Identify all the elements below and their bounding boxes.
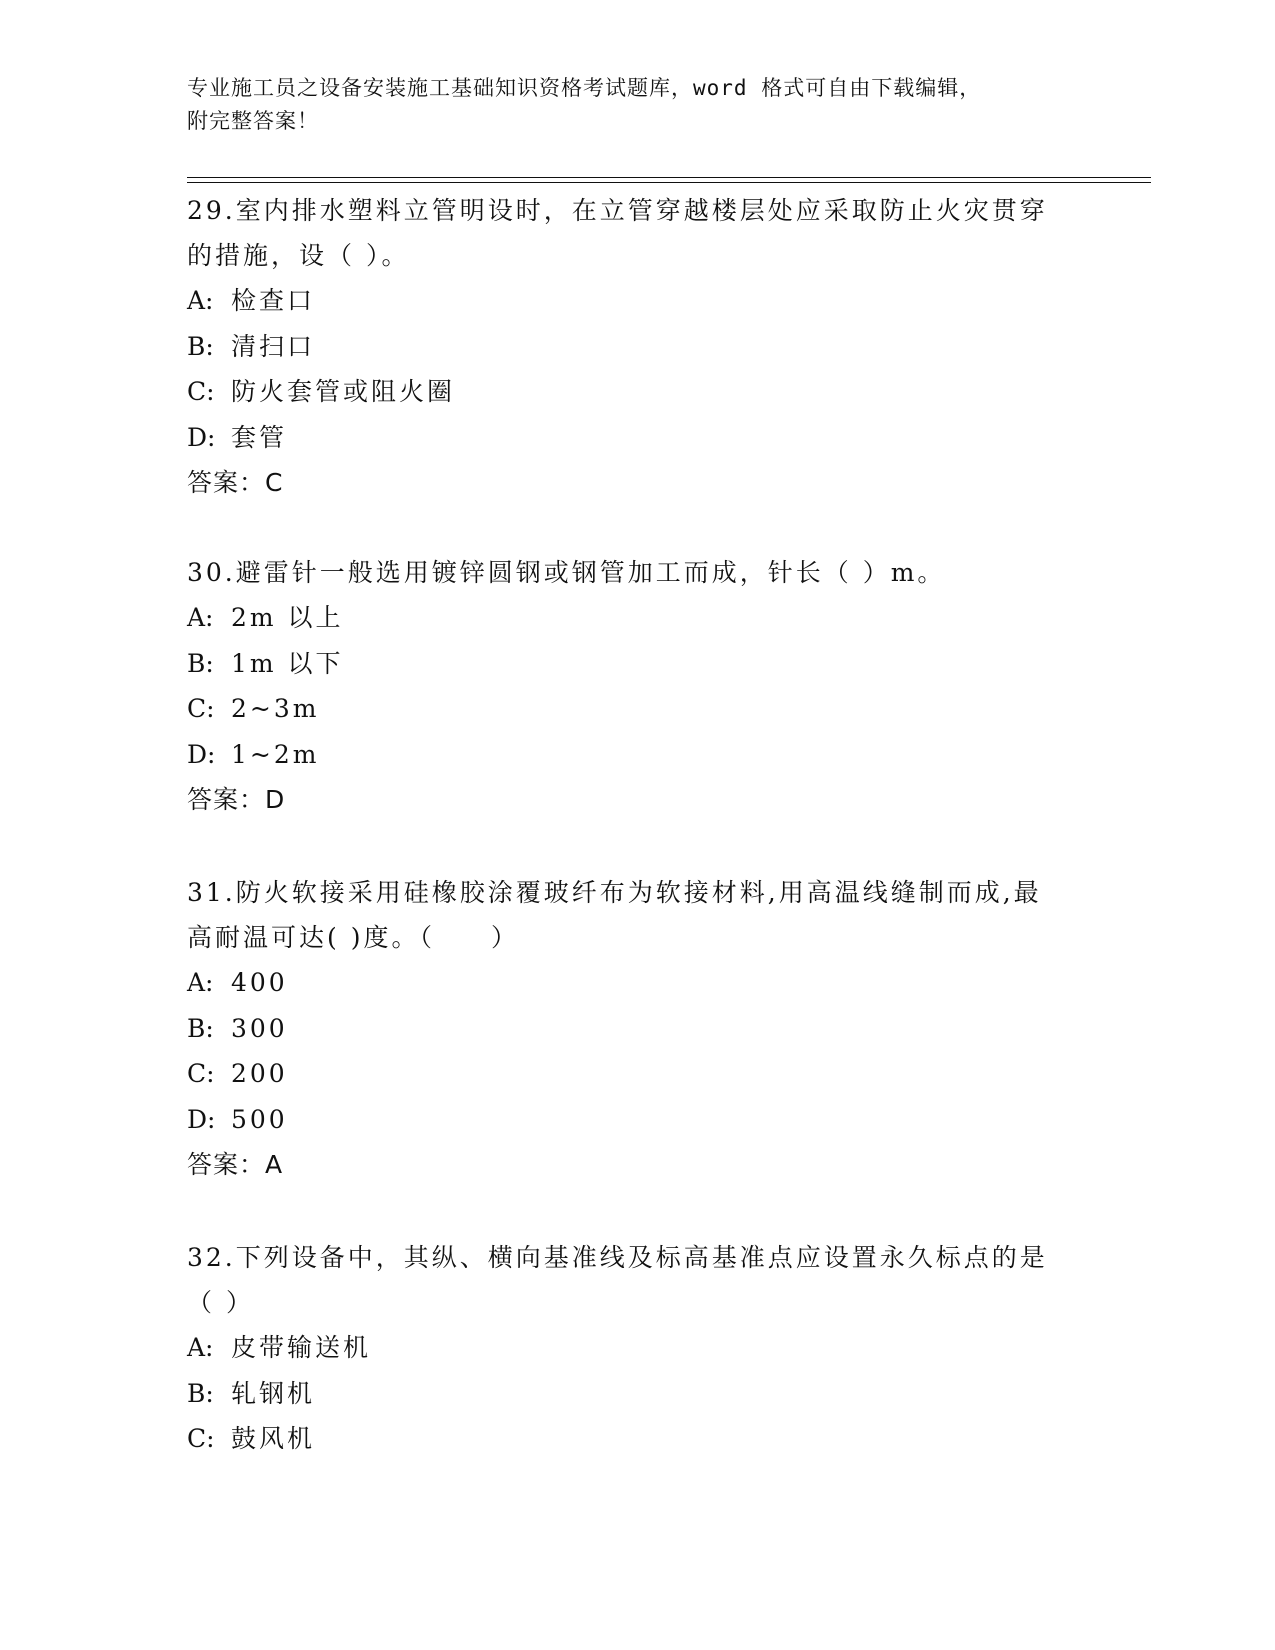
header-line-1: 专业施工员之设备安装施工基础知识资格考试题库，word 格式可自由下载编辑， [187, 76, 982, 100]
option-a [187, 1325, 1087, 1371]
option-key: A: [187, 603, 214, 632]
question-32 [187, 1235, 1087, 1462]
document-header [187, 72, 1087, 138]
question-stem-line: （ ） [187, 1288, 254, 1317]
question-stem-line: 29.室内排水塑料立管明设时，在立管穿越楼层处应采取防止火灾贯穿 [187, 196, 1048, 225]
question-stem-line: 32.下列设备中，其纵、横向基准线及标高基准点应设置永久标点的是 [187, 1243, 1048, 1272]
option-key: C: [187, 1059, 215, 1088]
option-a [187, 960, 1087, 1006]
option-text: 2~3m [231, 694, 320, 723]
option-text: 皮带输送机 [231, 1333, 372, 1362]
question-stem-line: 高耐温可达( )度。（ ） [187, 923, 519, 952]
option-a [187, 595, 1087, 641]
option-c [187, 369, 1087, 415]
option-key: B: [187, 1013, 214, 1043]
question-31 [187, 870, 1087, 1187]
option-key: D: [187, 422, 216, 452]
option-key: C: [187, 694, 215, 723]
option-c [187, 1051, 1087, 1097]
question-stem-line: 31.防火软接采用硅橡胶涂覆玻纤布为软接材料,用高温线缝制而成,最 [187, 878, 1042, 907]
option-d [187, 732, 1087, 778]
option-text: 防火套管或阻火圈 [231, 377, 456, 406]
answer-line: 答案：A [187, 1150, 284, 1179]
option-text: 1~2m [231, 739, 320, 769]
option-text: 轧钢机 [231, 1378, 316, 1408]
option-text: 2m 以上 [231, 603, 344, 632]
option-text: 清扫口 [231, 331, 316, 361]
option-key: C: [187, 1424, 215, 1453]
option-c [187, 686, 1087, 732]
question-29 [187, 188, 1087, 505]
answer-line: 答案：D [187, 785, 286, 814]
question-stem [187, 550, 1087, 595]
option-b [187, 324, 1087, 370]
option-d [187, 1097, 1087, 1143]
question-stem [187, 870, 1087, 960]
option-a [187, 278, 1087, 324]
question-stem-line: 30.避雷针一般选用镀锌圆钢或钢管加工而成，针长（ ）m。 [187, 558, 946, 587]
option-text: 400 [231, 968, 288, 997]
question-stem [187, 1235, 1087, 1325]
option-text: 500 [231, 1104, 288, 1134]
answer-line: 答案：C [187, 468, 284, 497]
option-key: B: [187, 1378, 214, 1408]
option-b [187, 1006, 1087, 1052]
option-text: 鼓风机 [231, 1424, 316, 1453]
option-key: D: [187, 739, 216, 769]
option-key: C: [187, 377, 215, 406]
option-d [187, 415, 1087, 461]
option-key: B: [187, 331, 214, 361]
question-stem-line: 的措施，设（ ）。 [187, 241, 410, 270]
option-text: 300 [231, 1013, 288, 1043]
option-key: D: [187, 1104, 216, 1134]
option-c [187, 1416, 1087, 1462]
option-text: 检查口 [231, 286, 316, 315]
option-key: A: [187, 286, 214, 315]
header-line-2: 附完整答案！ [187, 109, 319, 133]
option-b [187, 1371, 1087, 1417]
option-text: 1m 以下 [231, 648, 344, 678]
option-text: 套管 [231, 422, 288, 452]
option-text: 200 [231, 1059, 288, 1088]
question-30 [187, 550, 1087, 822]
option-key: A: [187, 1333, 214, 1362]
question-stem [187, 188, 1087, 278]
option-key: A: [187, 968, 214, 997]
option-b [187, 641, 1087, 687]
header-divider-top [187, 177, 1151, 178]
option-key: B: [187, 648, 214, 678]
header-divider-bottom [187, 182, 1151, 183]
